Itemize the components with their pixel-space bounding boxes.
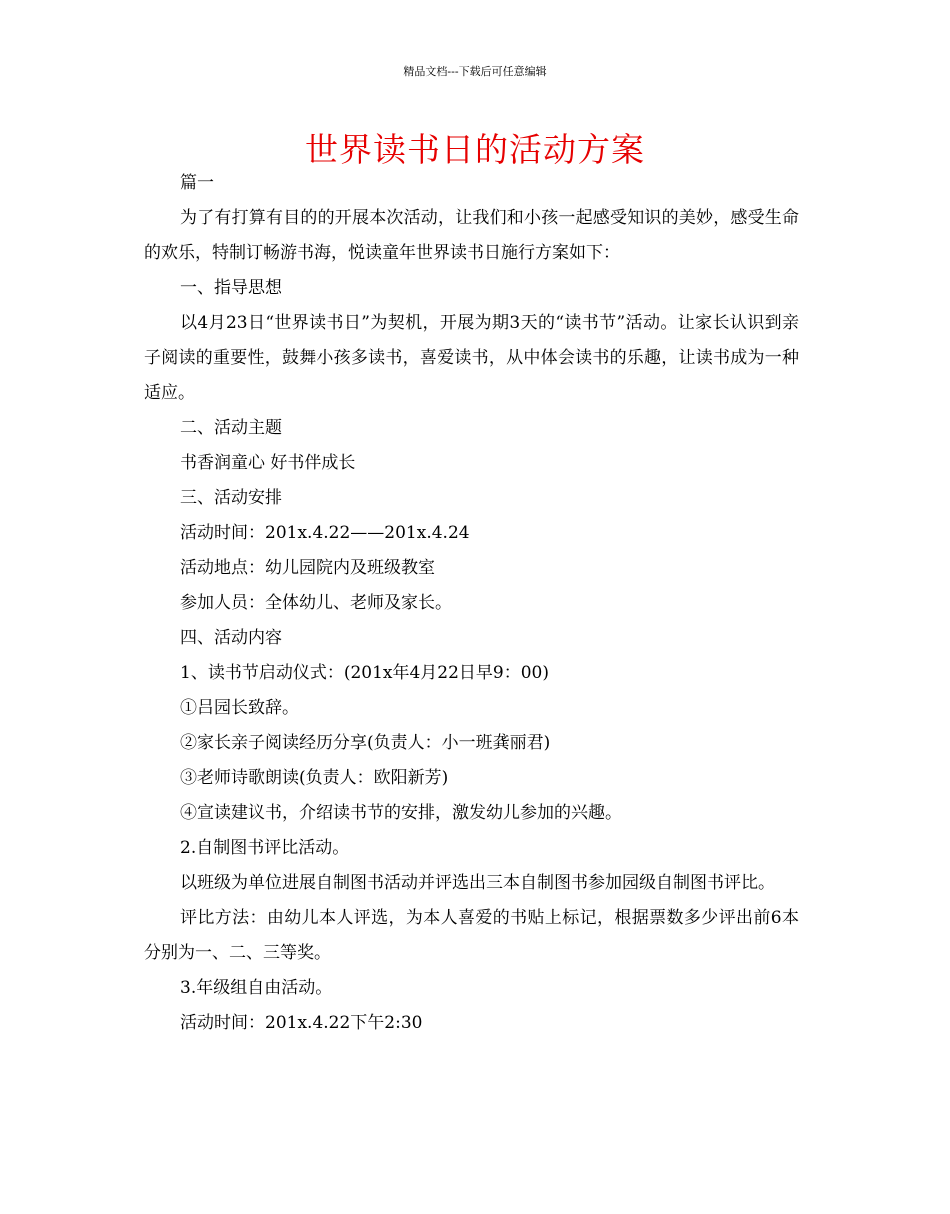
paragraph-activity-location: 活动地点：幼儿园院内及班级教室 bbox=[180, 558, 435, 578]
paragraph-theme: 书香润童心 好书伴成长 bbox=[180, 453, 356, 473]
list-item-proposal: ④宣读建议书，介绍读书节的安排，激发幼儿参加的兴趣。 bbox=[180, 803, 622, 823]
list-item-parent-sharing: ②家长亲子阅读经历分享(负责人：小一班龚丽君) bbox=[180, 733, 551, 753]
paragraph-grade-activity-time: 活动时间：201x.4.22下午2:30 bbox=[180, 1013, 423, 1033]
paragraph-intro: 为了有打算有目的的开展本次活动，让我们和小孩一起感受知识的美妙，感受生命的欢乐，特制订畅游书海，悦读童年世界读书日施行方案如下： bbox=[144, 208, 799, 263]
heading-guiding-idea: 一、指导思想 bbox=[180, 278, 282, 298]
paragraph-book-contest: 以班级为单位进展自制图书活动并评选出三本自制图书参加园级自制图书评比。 bbox=[180, 873, 775, 893]
document-body bbox=[144, 166, 799, 1041]
list-item-speech: ①吕园长致辞。 bbox=[180, 698, 299, 718]
heading-content: 四、活动内容 bbox=[180, 628, 282, 648]
heading-theme: 二、活动主题 bbox=[180, 418, 282, 438]
paragraph-participants: 参加人员：全体幼儿、老师及家长。 bbox=[180, 593, 452, 613]
paragraph-guiding-idea: 以4月23日“世界读书日”为契机，开展为期3天的“读书节”活动。让家长认识到亲子阅读的重要性，鼓舞小孩多读书，喜爱读书，从中体会读书的乐趣，让读书成为一种适应。 bbox=[144, 313, 799, 403]
paragraph-activity-time: 活动时间：201x.4.22——201x.4.24 bbox=[180, 523, 470, 543]
list-item-poetry-reading: ③老师诗歌朗读(负责人：欧阳新芳) bbox=[180, 768, 449, 788]
list-item-launch-ceremony: 1、读书节启动仪式：(201x年4月22日早9：00) bbox=[180, 663, 550, 683]
paragraph-contest-method: 评比方法：由幼儿本人评选，为本人喜爱的书贴上标记，根据票数多少评出前6本分别为一、二、三等奖。 bbox=[144, 908, 799, 963]
paragraph-section-label: 篇一 bbox=[180, 173, 214, 193]
header-note: 精品文档---下载后可任意编辑 bbox=[403, 65, 547, 78]
heading-arrangement: 三、活动安排 bbox=[180, 488, 282, 508]
document-title: 世界读书日的活动方案 bbox=[305, 130, 645, 169]
list-item-book-contest: 2.自制图书评比活动。 bbox=[180, 838, 350, 858]
list-item-grade-activity: 3.年级组自由活动。 bbox=[180, 978, 333, 998]
